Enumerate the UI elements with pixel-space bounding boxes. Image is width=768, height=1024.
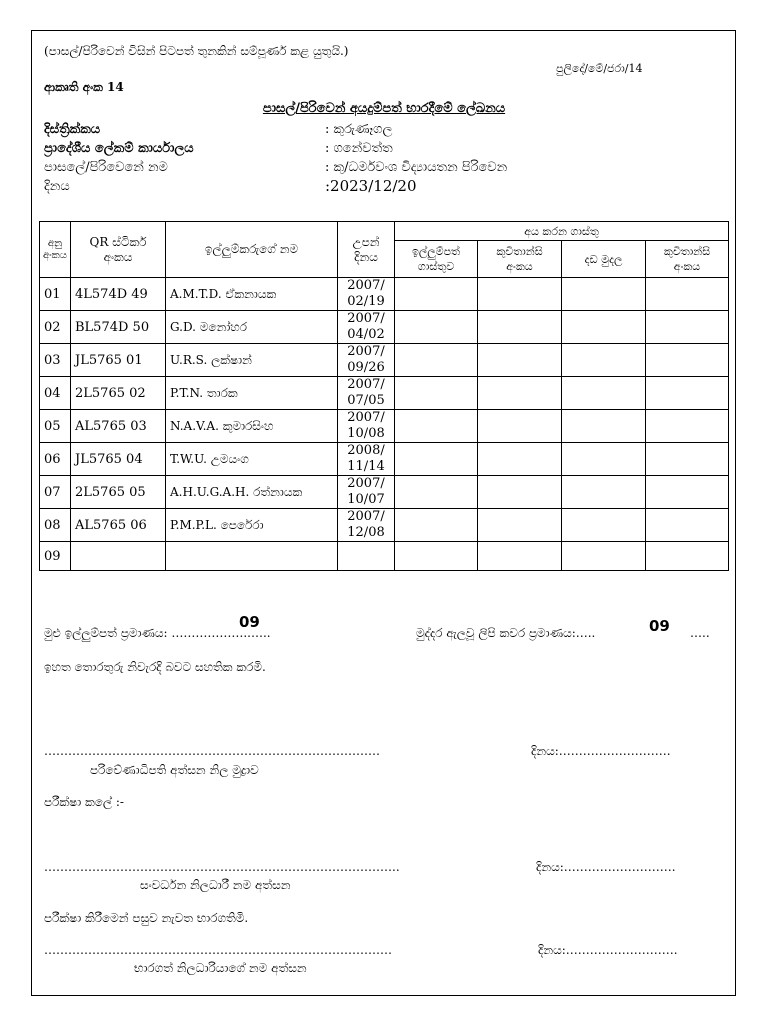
receipt-no-1-cell bbox=[478, 278, 562, 311]
birth-date-cell bbox=[338, 410, 395, 443]
qr-sticker-cell: BL574D 50 bbox=[71, 311, 166, 344]
application-fee-cell bbox=[395, 410, 478, 443]
table-row bbox=[40, 410, 729, 443]
birth-month-day: 04/02 bbox=[347, 327, 385, 342]
applicant-name-cell: U.R.S. ලක්ෂාන් bbox=[166, 344, 338, 377]
serial-no-cell: 03 bbox=[40, 344, 71, 377]
table-row bbox=[40, 509, 729, 542]
signature-line-receiver: …………………………………………………………………………… bbox=[44, 943, 392, 957]
applicant-name-cell bbox=[166, 542, 338, 571]
checked-by-label: පරීක්ෂා කලේ :- bbox=[44, 795, 124, 809]
qr-sticker-cell: 2L5765 02 bbox=[71, 377, 166, 410]
receipt-no-1-cell bbox=[478, 509, 562, 542]
stamped-envelopes-value: 09 bbox=[649, 617, 670, 635]
application-fee-cell bbox=[395, 311, 478, 344]
birth-year: 2007/ bbox=[347, 410, 385, 425]
fine-cell bbox=[562, 476, 646, 509]
receipt-no-2-cell bbox=[646, 311, 729, 344]
serial-no-cell: 07 bbox=[40, 476, 71, 509]
principal-signature-caption: පරිවේණාධිපති අත්සන නිල මුද්‍රාව bbox=[90, 763, 259, 777]
date-line-principal: දිනය:………………………. bbox=[531, 744, 671, 758]
divisional-secretariat-label: ප්‍රාදේශීය ලේකම් කාර්යාලය bbox=[44, 141, 194, 156]
form-number: ආකෘති අංක 14 bbox=[44, 80, 124, 94]
receipt-no-1-cell bbox=[478, 311, 562, 344]
table-row bbox=[40, 476, 729, 509]
receipt-no-2-cell bbox=[646, 377, 729, 410]
birth-month-day: 02/19 bbox=[347, 294, 385, 309]
date-label: දිනය bbox=[44, 179, 70, 194]
applicant-name-cell: N.A.V.A. කුමාරසිංහ bbox=[166, 410, 338, 443]
birth-date-cell bbox=[338, 509, 395, 542]
applicant-name-cell: P.T.N. තාරක bbox=[166, 377, 338, 410]
header-application-fee: ඉල්ලුම්පත් ගාස්තුව bbox=[395, 241, 478, 278]
table-row bbox=[40, 443, 729, 476]
receipt-no-1-cell bbox=[478, 344, 562, 377]
table-row bbox=[40, 344, 729, 377]
date-line-receiver: දිනය:………………………. bbox=[538, 943, 678, 957]
total-applications-value: 09 bbox=[239, 613, 260, 631]
application-fee-cell bbox=[395, 542, 478, 571]
fine-cell bbox=[562, 311, 646, 344]
fine-cell bbox=[562, 344, 646, 377]
header-receipt-no-2: කුවිතාන්සි අංකය bbox=[646, 241, 729, 278]
fine-cell bbox=[562, 377, 646, 410]
birth-date-cell bbox=[338, 476, 395, 509]
header-applicant-name: ඉල්ලුම්කරුගේ නම bbox=[166, 222, 338, 278]
table-row bbox=[40, 311, 729, 344]
application-fee-cell bbox=[395, 344, 478, 377]
birth-year: 2007/ bbox=[347, 509, 385, 524]
applicant-name-cell: G.D. මනෝහර bbox=[166, 311, 338, 344]
total-applications-label: මුළු ඉල්ලුම්පත් ප්‍රමාණය: ………………..….. bbox=[44, 626, 271, 640]
receipt-no-2-cell bbox=[646, 344, 729, 377]
birth-year: 2007/ bbox=[347, 476, 385, 491]
fine-cell bbox=[562, 443, 646, 476]
receipt-no-2-cell bbox=[646, 278, 729, 311]
receiver-signature-caption: භාරගත් නිලධාරියාගේ නම අත්සන bbox=[134, 961, 307, 975]
birth-year: 2007/ bbox=[347, 344, 385, 359]
school-name-label: පාසලේ/පිරිවෙනේ නම bbox=[44, 160, 168, 175]
qr-sticker-cell: 4L574D 49 bbox=[71, 278, 166, 311]
birth-date-cell bbox=[338, 377, 395, 410]
reference-number: පුලිදේ/මේ/ජරා/14 bbox=[556, 62, 643, 75]
fine-cell bbox=[562, 542, 646, 571]
date-value: :2023/12/20 bbox=[325, 177, 417, 195]
applications-table bbox=[39, 221, 729, 571]
birth-month-day: 12/08 bbox=[347, 525, 385, 540]
qr-sticker-cell: JL5765 04 bbox=[71, 443, 166, 476]
qr-sticker-cell bbox=[71, 542, 166, 571]
document-title: පාසල්/පිරිවෙන් අයදුම්පත් භාරදීමේ ලේඛනය bbox=[262, 101, 506, 116]
stamped-envelopes-tail: ….. bbox=[690, 626, 710, 640]
birth-year: 2008/ bbox=[347, 443, 385, 458]
application-fee-cell bbox=[395, 476, 478, 509]
receipt-no-2-cell bbox=[646, 476, 729, 509]
signature-line-principal: ………………………………………………………………………… bbox=[44, 744, 380, 758]
table-row bbox=[40, 377, 729, 410]
table-row bbox=[40, 542, 729, 571]
qr-sticker-cell: JL5765 01 bbox=[71, 344, 166, 377]
application-fee-cell bbox=[395, 443, 478, 476]
birth-month-day: 09/26 bbox=[347, 360, 385, 375]
stamped-envelopes-label: මුද්දර ඇලවූ ලිපි කවර ප්‍රමාණය:….. bbox=[416, 626, 596, 640]
birth-month-day: 10/08 bbox=[347, 426, 385, 441]
received-text: පරීක්ෂා කිරීමෙන් පසුව නැවත භාරගතිමි. bbox=[44, 911, 249, 925]
qr-sticker-cell: AL5765 06 bbox=[71, 509, 166, 542]
header-fees-group: අය කරන ගාස්තු bbox=[395, 222, 729, 241]
birth-year: 2007/ bbox=[347, 377, 385, 392]
table-row bbox=[40, 278, 729, 311]
header-serial-no: අනු අංකය bbox=[40, 222, 71, 278]
officer-signature-caption: සංවර්ධන නිලධාරී නම අත්සන bbox=[140, 878, 291, 892]
receipt-no-2-cell bbox=[646, 443, 729, 476]
serial-no-cell: 04 bbox=[40, 377, 71, 410]
receipt-no-2-cell bbox=[646, 542, 729, 571]
receipt-no-1-cell bbox=[478, 443, 562, 476]
birth-year: 2007/ bbox=[347, 311, 385, 326]
header-fine: දඩ මුදල bbox=[562, 241, 646, 278]
signature-line-officer: …………………………………………………………………………….. bbox=[44, 860, 400, 874]
school-name-value: : කු/ධර්මවංශ විද්‍යායතන පිරිවෙන bbox=[325, 160, 508, 175]
fine-cell bbox=[562, 278, 646, 311]
birth-month-day: 07/05 bbox=[347, 393, 385, 408]
instruction-text: (පාසල්/පිරිවෙන් විසින් පිටපත් තුනකින් සම්පූර්ණ කළ යුතුයි.) bbox=[44, 44, 349, 58]
receipt-no-2-cell bbox=[646, 410, 729, 443]
qr-sticker-cell: AL5765 03 bbox=[71, 410, 166, 443]
certification-text: ඉහත තොරතුරු නිවැරදි බවට සහතික කරමි. bbox=[44, 660, 266, 674]
header-receipt-no-1: කුවිතාන්සි අංකය bbox=[478, 241, 562, 278]
header-birth-date: උපන් දිනය bbox=[338, 222, 395, 278]
birth-date-cell bbox=[338, 443, 395, 476]
qr-sticker-cell: 2L5765 05 bbox=[71, 476, 166, 509]
divisional-secretariat-value: : ගනේවත්ත bbox=[325, 141, 393, 156]
date-line-officer: දිනය:………………………. bbox=[536, 860, 676, 874]
serial-no-cell: 02 bbox=[40, 311, 71, 344]
serial-no-cell: 01 bbox=[40, 278, 71, 311]
receipt-no-1-cell bbox=[478, 377, 562, 410]
applicant-name-cell: A.M.T.D. ඒකනායක bbox=[166, 278, 338, 311]
birth-month-day: 10/07 bbox=[347, 492, 385, 507]
applicant-name-cell: T.W.U. උමයංග bbox=[166, 443, 338, 476]
application-fee-cell bbox=[395, 509, 478, 542]
serial-no-cell: 05 bbox=[40, 410, 71, 443]
district-label: දිස්ත්‍රික්කය bbox=[44, 122, 101, 137]
applicant-name-cell: A.H.U.G.A.H. රත්නායක bbox=[166, 476, 338, 509]
serial-no-cell: 08 bbox=[40, 509, 71, 542]
birth-date-cell bbox=[338, 344, 395, 377]
receipt-no-2-cell bbox=[646, 509, 729, 542]
serial-no-cell: 09 bbox=[40, 542, 71, 571]
application-fee-cell bbox=[395, 377, 478, 410]
district-value: : කුරුණෑගල bbox=[325, 122, 393, 137]
receipt-no-1-cell bbox=[478, 476, 562, 509]
fine-cell bbox=[562, 410, 646, 443]
birth-date-cell bbox=[338, 311, 395, 344]
fine-cell bbox=[562, 509, 646, 542]
application-fee-cell bbox=[395, 278, 478, 311]
birth-date-cell bbox=[338, 278, 395, 311]
serial-no-cell: 06 bbox=[40, 443, 71, 476]
birth-year: 2007/ bbox=[347, 278, 385, 293]
receipt-no-1-cell bbox=[478, 542, 562, 571]
birth-date-cell bbox=[338, 542, 395, 571]
applicant-name-cell: P.M.P.L. පෙරේරා bbox=[166, 509, 338, 542]
receipt-no-1-cell bbox=[478, 410, 562, 443]
birth-month-day: 11/14 bbox=[347, 459, 385, 474]
header-qr-sticker: QR ස්ටිකර් අංකය bbox=[71, 222, 166, 278]
